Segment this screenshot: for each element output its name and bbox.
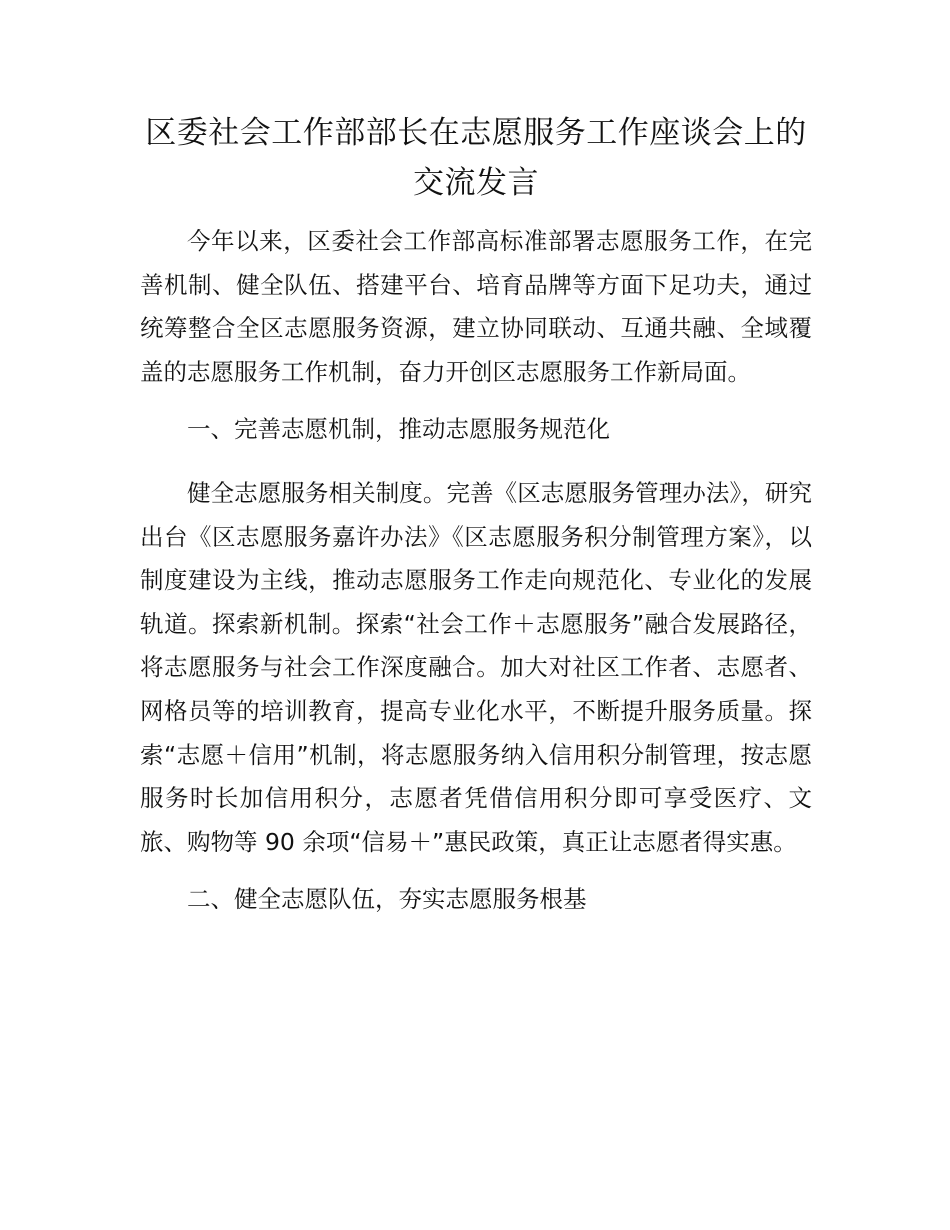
section-paragraph-1: 健全志愿服务相关制度。完善《区志愿服务管理办法》，研究出台《区志愿服务嘉许办法》《区志愿服务积分制管理方案》，以制度建设为主线，推动志愿服务工作走向规范化、专业化的发展轨道。探索新机制。探索“社会工作＋志愿服务”融合发展路径，将志愿服务与社会工作深度融合。加大对社区工作者、志愿者、网格员等的培训教育，提高专业化水平，不断提升服务质量。探索“志愿＋信用”机制，将志愿服务纳入信用积分制管理，按志愿服务时长加信用积分，志愿者凭借信用积分即可享受医疗、文旅、购物等 90 余项“信易＋”惠民政策，真正让志愿者得实惠。 bbox=[140, 478, 812, 856]
section-heading-2: 二、健全志愿队伍，夯实志愿服务根基 bbox=[187, 885, 587, 914]
document-title: 区委社会工作部部长在志愿服务工作座谈会上的交流发言 bbox=[145, 115, 807, 201]
intro-paragraph: 今年以来，区委社会工作部高标准部署志愿服务工作，在完善机制、健全队伍、搭建平台、培育品牌等方面下足功夫，通过统筹整合全区志愿服务资源，建立协同联动、互通共融、全域覆盖的志愿服务工作机制，奋力开创区志愿服务工作新局面。 bbox=[140, 227, 812, 386]
section-heading-1: 一、完善志愿机制，推动志愿服务规范化 bbox=[187, 415, 610, 444]
document-body bbox=[140, 108, 812, 922]
